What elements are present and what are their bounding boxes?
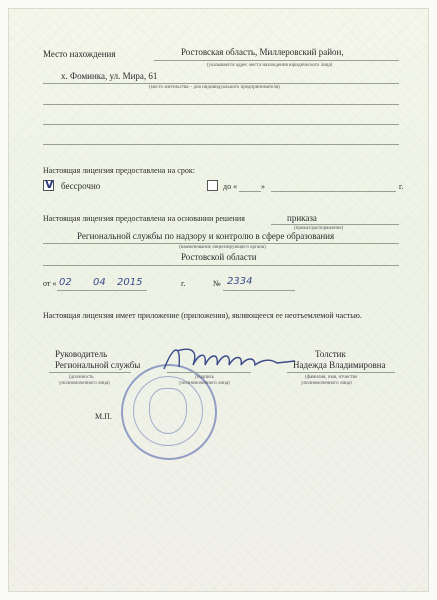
basis-region: Ростовской области bbox=[181, 252, 257, 262]
signer-position-1: Руководитель bbox=[55, 349, 108, 359]
term-until-close: » bbox=[261, 182, 265, 191]
location-line2-caption: (место жительства – для индивидуального предпринимателя) bbox=[149, 85, 280, 90]
basis-doc-type: приказа bbox=[287, 213, 317, 223]
check-mark: V bbox=[45, 178, 54, 191]
divider bbox=[271, 191, 396, 192]
basis-authority-caption: (наименование лицензирующего органа) bbox=[179, 245, 266, 250]
basis-number: 2334 bbox=[227, 276, 253, 287]
location-line2: х. Фоминка, ул. Мира, 61 bbox=[61, 71, 158, 81]
basis-label: Настоящая лицензия предоставлена на основании решения bbox=[43, 214, 245, 223]
position-caption-1: (должность bbox=[69, 375, 94, 380]
until-checkbox bbox=[207, 180, 218, 191]
signature-scribble bbox=[159, 339, 299, 375]
divider bbox=[43, 124, 399, 125]
indefinite-checkbox bbox=[43, 180, 54, 191]
divider bbox=[43, 83, 399, 84]
security-pattern bbox=[9, 9, 428, 591]
name-caption-2: уполномоченного лица) bbox=[301, 381, 352, 386]
signer-given-names: Надежда Владимировна bbox=[293, 360, 386, 370]
divider bbox=[43, 265, 399, 266]
term-indefinite: бессрочно bbox=[61, 181, 101, 191]
basis-from: от « bbox=[43, 279, 57, 288]
basis-date-day: 02 bbox=[59, 277, 72, 288]
divider bbox=[43, 104, 399, 105]
basis-authority: Региональной службы по надзору и контролю в сфере образования bbox=[77, 231, 335, 241]
signer-position-2: Региональной службы bbox=[55, 360, 141, 370]
divider bbox=[223, 290, 295, 291]
basis-number-label: № bbox=[213, 279, 221, 288]
term-until: до « bbox=[223, 182, 238, 191]
name-caption-1: (фамилия, имя, отчество bbox=[305, 375, 358, 380]
basis-date-year: 2015 bbox=[117, 277, 143, 288]
divider bbox=[271, 224, 399, 225]
position-caption-2: уполномоченного лица) bbox=[59, 381, 110, 386]
seal-place-label: М.П. bbox=[95, 412, 112, 421]
divider bbox=[239, 191, 261, 192]
signer-surname: Толстик bbox=[315, 349, 346, 359]
term-label: Настоящая лицензия предоставлена на срок: bbox=[43, 166, 195, 175]
location-label: Место нахождения bbox=[43, 49, 116, 59]
divider bbox=[57, 290, 147, 291]
location-line1-caption: (указывается адрес места нахождения юридического лица) bbox=[207, 63, 333, 68]
divider bbox=[49, 372, 131, 373]
divider bbox=[43, 144, 399, 145]
term-year-suffix: г. bbox=[399, 182, 404, 191]
basis-doc-caption: (приказ/распоряжение) bbox=[294, 226, 344, 231]
divider bbox=[167, 372, 251, 373]
location-line1: Ростовская область, Миллеровский район, bbox=[181, 47, 344, 57]
divider bbox=[154, 60, 399, 61]
divider bbox=[287, 372, 395, 373]
basis-date-month: 04 bbox=[93, 277, 106, 288]
sign-caption-2: уполномоченного лица) bbox=[179, 381, 230, 386]
divider bbox=[43, 243, 399, 244]
sign-caption-1: (подпись bbox=[195, 375, 215, 380]
license-page bbox=[8, 8, 429, 592]
basis-g: г. bbox=[181, 279, 186, 288]
appendix-text: Настоящая лицензия имеет приложение (приложения), являющееся ее неотъемлемой частью. bbox=[43, 311, 362, 320]
